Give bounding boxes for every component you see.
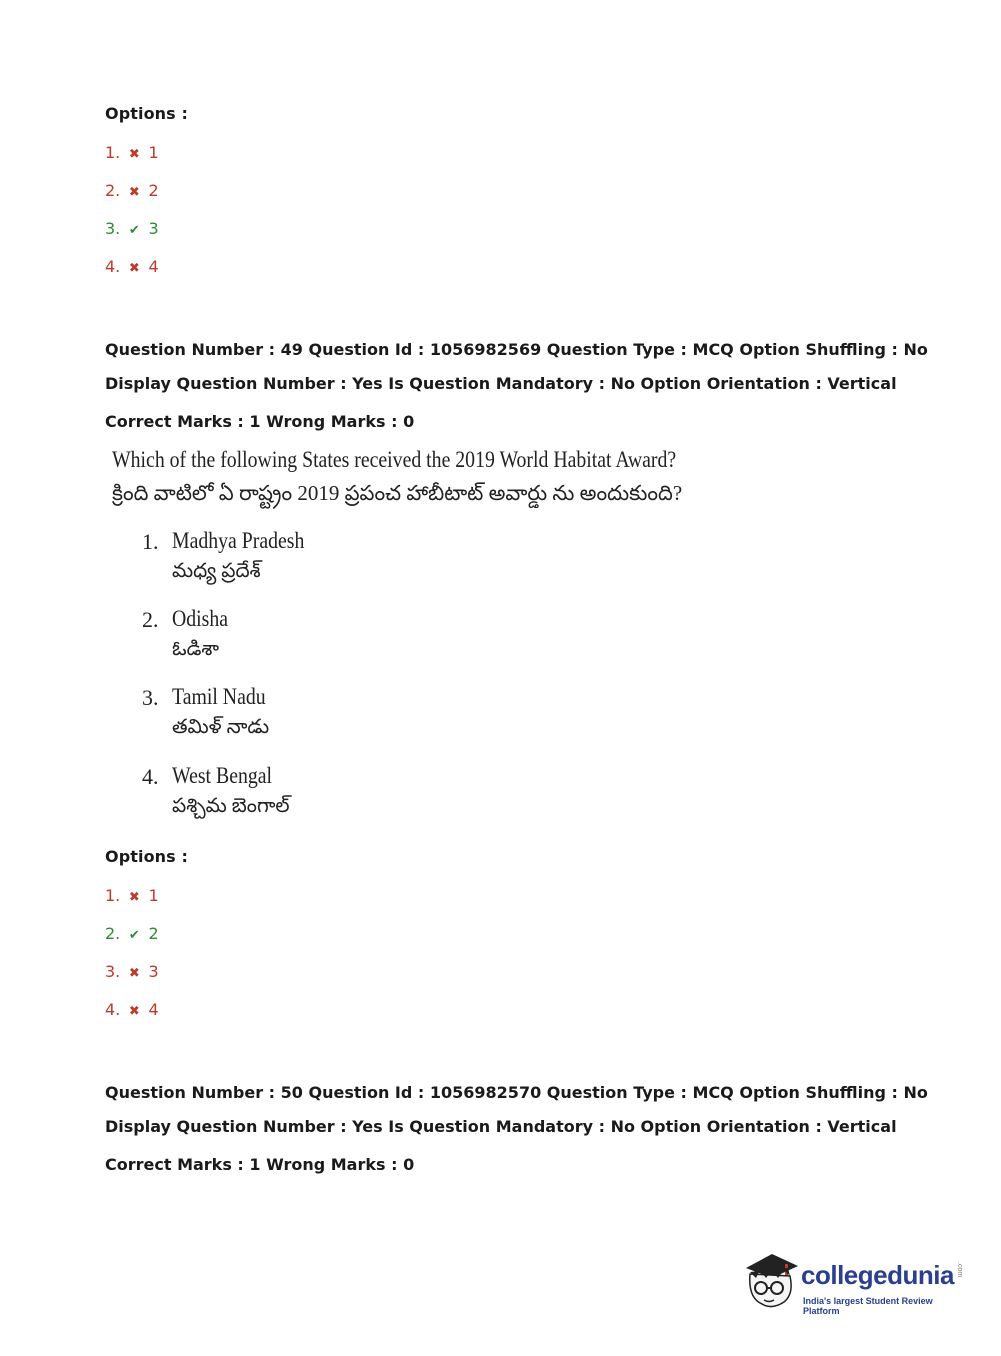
question-marks-line: Correct Marks : 1 Wrong Marks : 0 bbox=[105, 412, 415, 431]
question-meta-line: Display Question Number : Yes Is Question Mandatory : No Option Orientation : Vertical bbox=[105, 374, 897, 393]
logo-wordmark: collegedunia bbox=[801, 1260, 954, 1290]
options-label: Options : bbox=[105, 847, 188, 866]
choice-english: Madhya Pradesh bbox=[172, 528, 305, 553]
choice-english: West Bengal bbox=[172, 763, 273, 788]
choice-number: 3. bbox=[142, 685, 159, 710]
option-item: 2. ✔ 2 bbox=[105, 924, 159, 943]
choice-telugu: తమిళ్ నాడు bbox=[172, 716, 270, 738]
option-item: 4. ✖ 4 bbox=[105, 257, 159, 276]
choice-english: Odisha bbox=[172, 606, 229, 631]
option-item: 1. ✖ 1 bbox=[105, 143, 159, 162]
check-icon: ✔ bbox=[128, 223, 140, 238]
option-item: 3. ✖ 3 bbox=[105, 962, 159, 981]
options-label: Options : bbox=[105, 104, 188, 123]
question-meta-line: Question Number : 50 Question Id : 1056982570 Question Type : MCQ Option Shuffling : No bbox=[105, 1083, 928, 1102]
logo-suffix: .com bbox=[956, 1262, 963, 1278]
collegedunia-logo bbox=[742, 1248, 968, 1318]
option-item: 2. ✖ 2 bbox=[105, 181, 159, 200]
cross-icon: ✖ bbox=[128, 1004, 140, 1019]
cross-icon: ✖ bbox=[128, 966, 140, 981]
question-text-telugu: క్రింది వాటిలో ఏ రాష్ట్రం 2019 ప్రపంచ హాబీటాట్ అవార్డు ను అందుకుంది? bbox=[112, 481, 683, 505]
option-item: 1. ✖ 1 bbox=[105, 886, 159, 905]
check-icon: ✔ bbox=[128, 928, 140, 943]
cross-icon: ✖ bbox=[128, 147, 140, 162]
cross-icon: ✖ bbox=[128, 185, 140, 200]
choice-telugu: ఓడిశా bbox=[172, 638, 220, 660]
cross-icon: ✖ bbox=[128, 261, 140, 276]
option-item: 3. ✔ 3 bbox=[105, 219, 159, 238]
question-marks-line: Correct Marks : 1 Wrong Marks : 0 bbox=[105, 1155, 415, 1174]
question-text-english: Which of the following States received the 2019 World Habitat Award? bbox=[112, 447, 677, 472]
choice-number: 4. bbox=[142, 764, 159, 789]
logo-tagline: India's largest Student Review Platform bbox=[803, 1296, 933, 1316]
question-meta-line: Question Number : 49 Question Id : 1056982569 Question Type : MCQ Option Shuffling : No bbox=[105, 340, 928, 359]
option-item: 4. ✖ 4 bbox=[105, 1000, 159, 1019]
cross-icon: ✖ bbox=[128, 890, 140, 905]
mascot-icon bbox=[742, 1248, 802, 1318]
choice-english: Tamil Nadu bbox=[172, 684, 266, 709]
choice-telugu: పశ్చిమ బెంగాల్ bbox=[172, 795, 290, 817]
question-meta-line: Display Question Number : Yes Is Question Mandatory : No Option Orientation : Vertical bbox=[105, 1117, 897, 1136]
choice-number: 2. bbox=[142, 607, 159, 632]
choice-telugu: మధ్య ప్రదేశ్ bbox=[172, 560, 261, 582]
choice-number: 1. bbox=[142, 529, 159, 554]
